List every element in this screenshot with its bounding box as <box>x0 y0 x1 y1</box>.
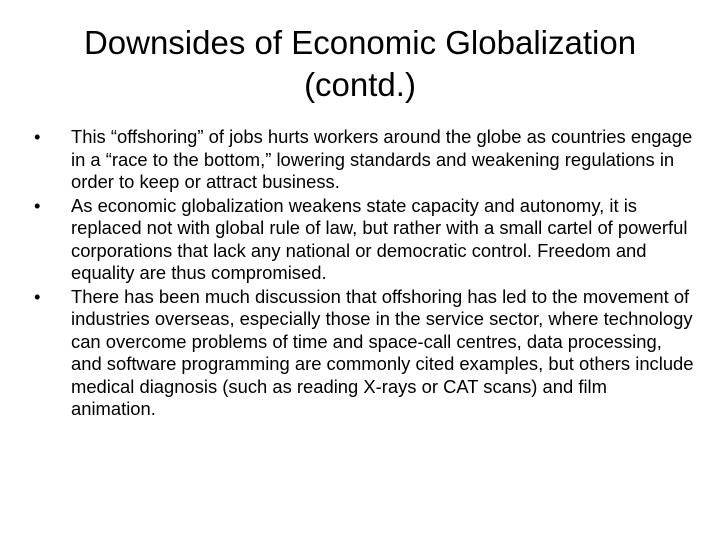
bullet-dot-icon: • <box>34 126 41 147</box>
slide-title <box>36 22 684 106</box>
bullet-list <box>34 126 694 422</box>
bullet-item-state-capacity <box>34 195 694 285</box>
bullet-item-industries-overseas <box>34 286 694 421</box>
bullet-text: As economic globalization weakens state capacity and autonomy, it is replaced not with global rule of law, but rather with a small cartel of powerful corporations that lack any national or democratic control. Freedom and equality are thus compromised. <box>71 194 688 283</box>
bullet-item-offshoring <box>34 126 694 194</box>
bullet-text: This “offshoring” of jobs hurts workers around the globe as countries engage in a “race to the bottom,” lowering standards and weakening regulations in order to keep or attract business. <box>71 126 693 192</box>
bullet-text: There has been much discussion that offshoring has led to the movement of industries overseas, especially those in the service sector, where technology can overcome problems of time and space-call centres, data processing, and software programming are commonly cited examples, but others include medical diagnosis (such as reading X-rays or CAT scans) and film animation. <box>71 285 694 419</box>
bullet-dot-icon: • <box>34 285 41 307</box>
slide-title-line-2: (contd.) <box>304 66 416 103</box>
slide-title-line-1: Downsides of Economic Globalization <box>83 24 637 61</box>
bullet-dot-icon: • <box>34 194 41 216</box>
